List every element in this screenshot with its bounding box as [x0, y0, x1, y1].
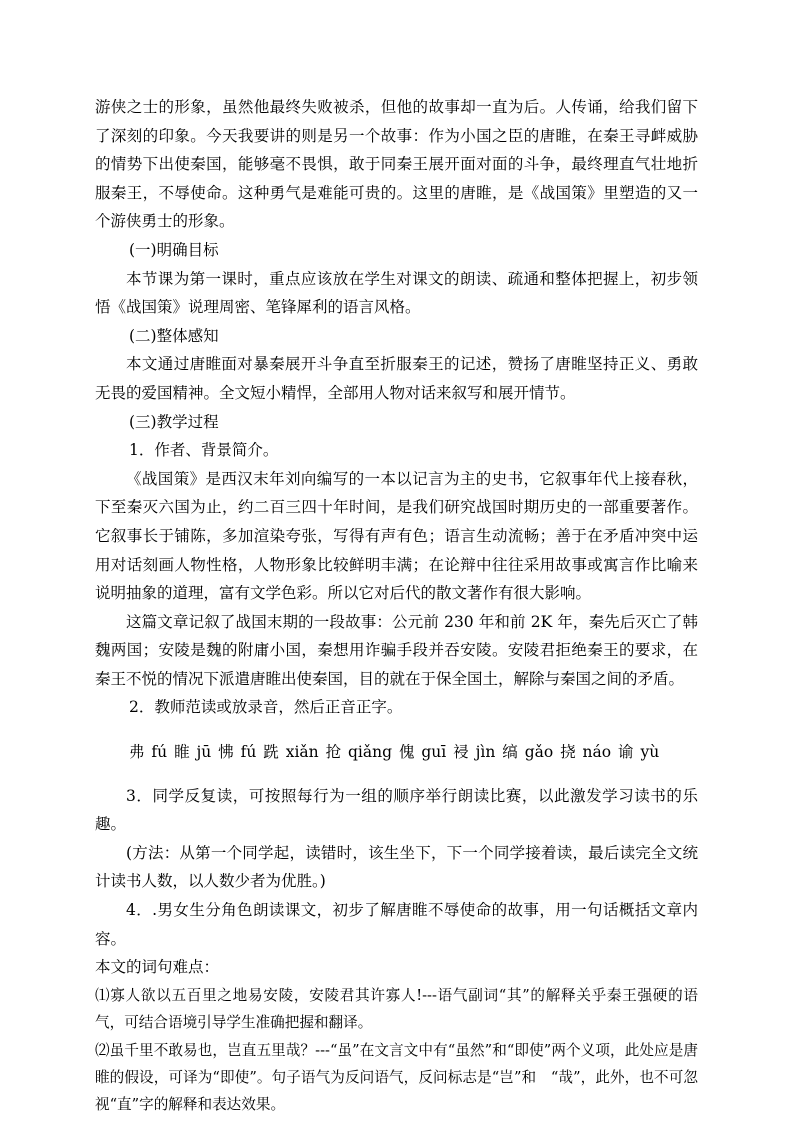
- background-paragraph: 这篇文章记叙了战国末期的一段故事：公元前 230 年和前 2K 年，秦先后灭亡了韩魏两国；安陵是魏的附庸小国，秦想用诈骗手段并吞安陵。安陵君拒绝秦王的要求，在秦王不悦的情况下派遣唐睢出使秦国，目的就在于保全国土，解除与秦国之间的矛盾。: [95, 612, 698, 688]
- heading-goal: (一)明确目标: [129, 240, 219, 259]
- zhanguoce-paragraph: 《战国策》是西汉末年刘向编写的一本以记言为主的史书，它叙事年代上接春秋，下至秦灭六国为止，约二百三四十年时间，是我们研究战国时期历史的一部重要著作。它叙事长于铺陈，多加渲染夸张，写得有声有色；语言生动流畅；善于在矛盾冲突中运用对话刻画人物性格，人物形象比较鲜明丰满；在论辩中往往采用故事或寓言作比喻来说明抽象的道理，富有文学色彩。所以它对后代的散文著作有很大影响。: [95, 469, 698, 603]
- method-paragraph: (方法：从第一个同学起，读错时，该生坐下，下一个同学接着读，最后读完全文统计读书人数，以人数少者为优胜。): [95, 843, 698, 891]
- step-3: 3．同学反复读，可按照每行为一组的顺序举行朗读比赛，以此激发学习读书的乐趣。: [95, 786, 698, 834]
- step-2: 2．教师范读或放录音，然后正音正字。: [129, 698, 403, 717]
- difficult-item-1: ⑴寡人欲以五百里之地易安陵，安陵君其许寡人!---语气副词“其”的解释关乎秦王强硬的语气，可结合语境引导学生准确把握和翻译。: [95, 986, 698, 1032]
- document-page: [95, 93, 698, 1119]
- heading-process: (三)教学过程: [129, 412, 219, 431]
- difficult-item-2: ⑵虽千里不敢易也，岂直五里哉？---“虽”在文言文中有“虽然”和“即使”两个义项，此处应是唐睢的假设，可译为“即使”。句子语气为反问语气，反问标志是“岂”和 “哉”，此外，也不可忽视“直”字的解释和表达效果。: [95, 1041, 698, 1114]
- step-4: 4．.男女生分角色朗读课文，初步了解唐睢不辱使命的故事，用一句话概括文章内容。: [95, 901, 698, 948]
- step-1: 1．作者、背景简介。: [129, 441, 279, 460]
- intro-paragraph: 游侠之士的形象，虽然他最终失败被杀，但他的故事却一直为后。人传诵，给我们留下了深刻的印象。今天我要讲的则是另一个故事：作为小国之臣的唐睢，在秦王寻衅威胁的情势下出使秦国，能够毫不畏惧，敢于同秦王展开面对面的斗争，最终理直气壮地折服秦王，不辱使命。这种勇气是难能可贵的。这里的唐睢，是《战国策》里塑造的又一个游侠勇士的形象。: [95, 98, 698, 231]
- pinyin-list: 弗 fú 睢 jū 怫 fú 跣 xiǎn 抢 qiǎng 傀 guī 祲 jìn 缟 gǎo 挠 náo 谕 yù: [129, 742, 660, 761]
- heading-perceive: (二)整体感知: [129, 326, 219, 345]
- perceive-paragraph: 本文通过唐睢面对暴秦展开斗争直至折服秦王的记述，赞扬了唐睢坚持正义、勇敢无畏的爱国精神。全文短小精悍，全部用人物对话来叙写和展开情节。: [95, 355, 698, 402]
- difficult-points-title: 本文的词句难点：: [95, 958, 220, 977]
- goal-paragraph: 本节课为第一课时，重点应该放在学生对课文的朗读、疏通和整体把握上，初步领悟《战国策》说理周密、笔锋犀利的语言风格。: [95, 269, 698, 317]
